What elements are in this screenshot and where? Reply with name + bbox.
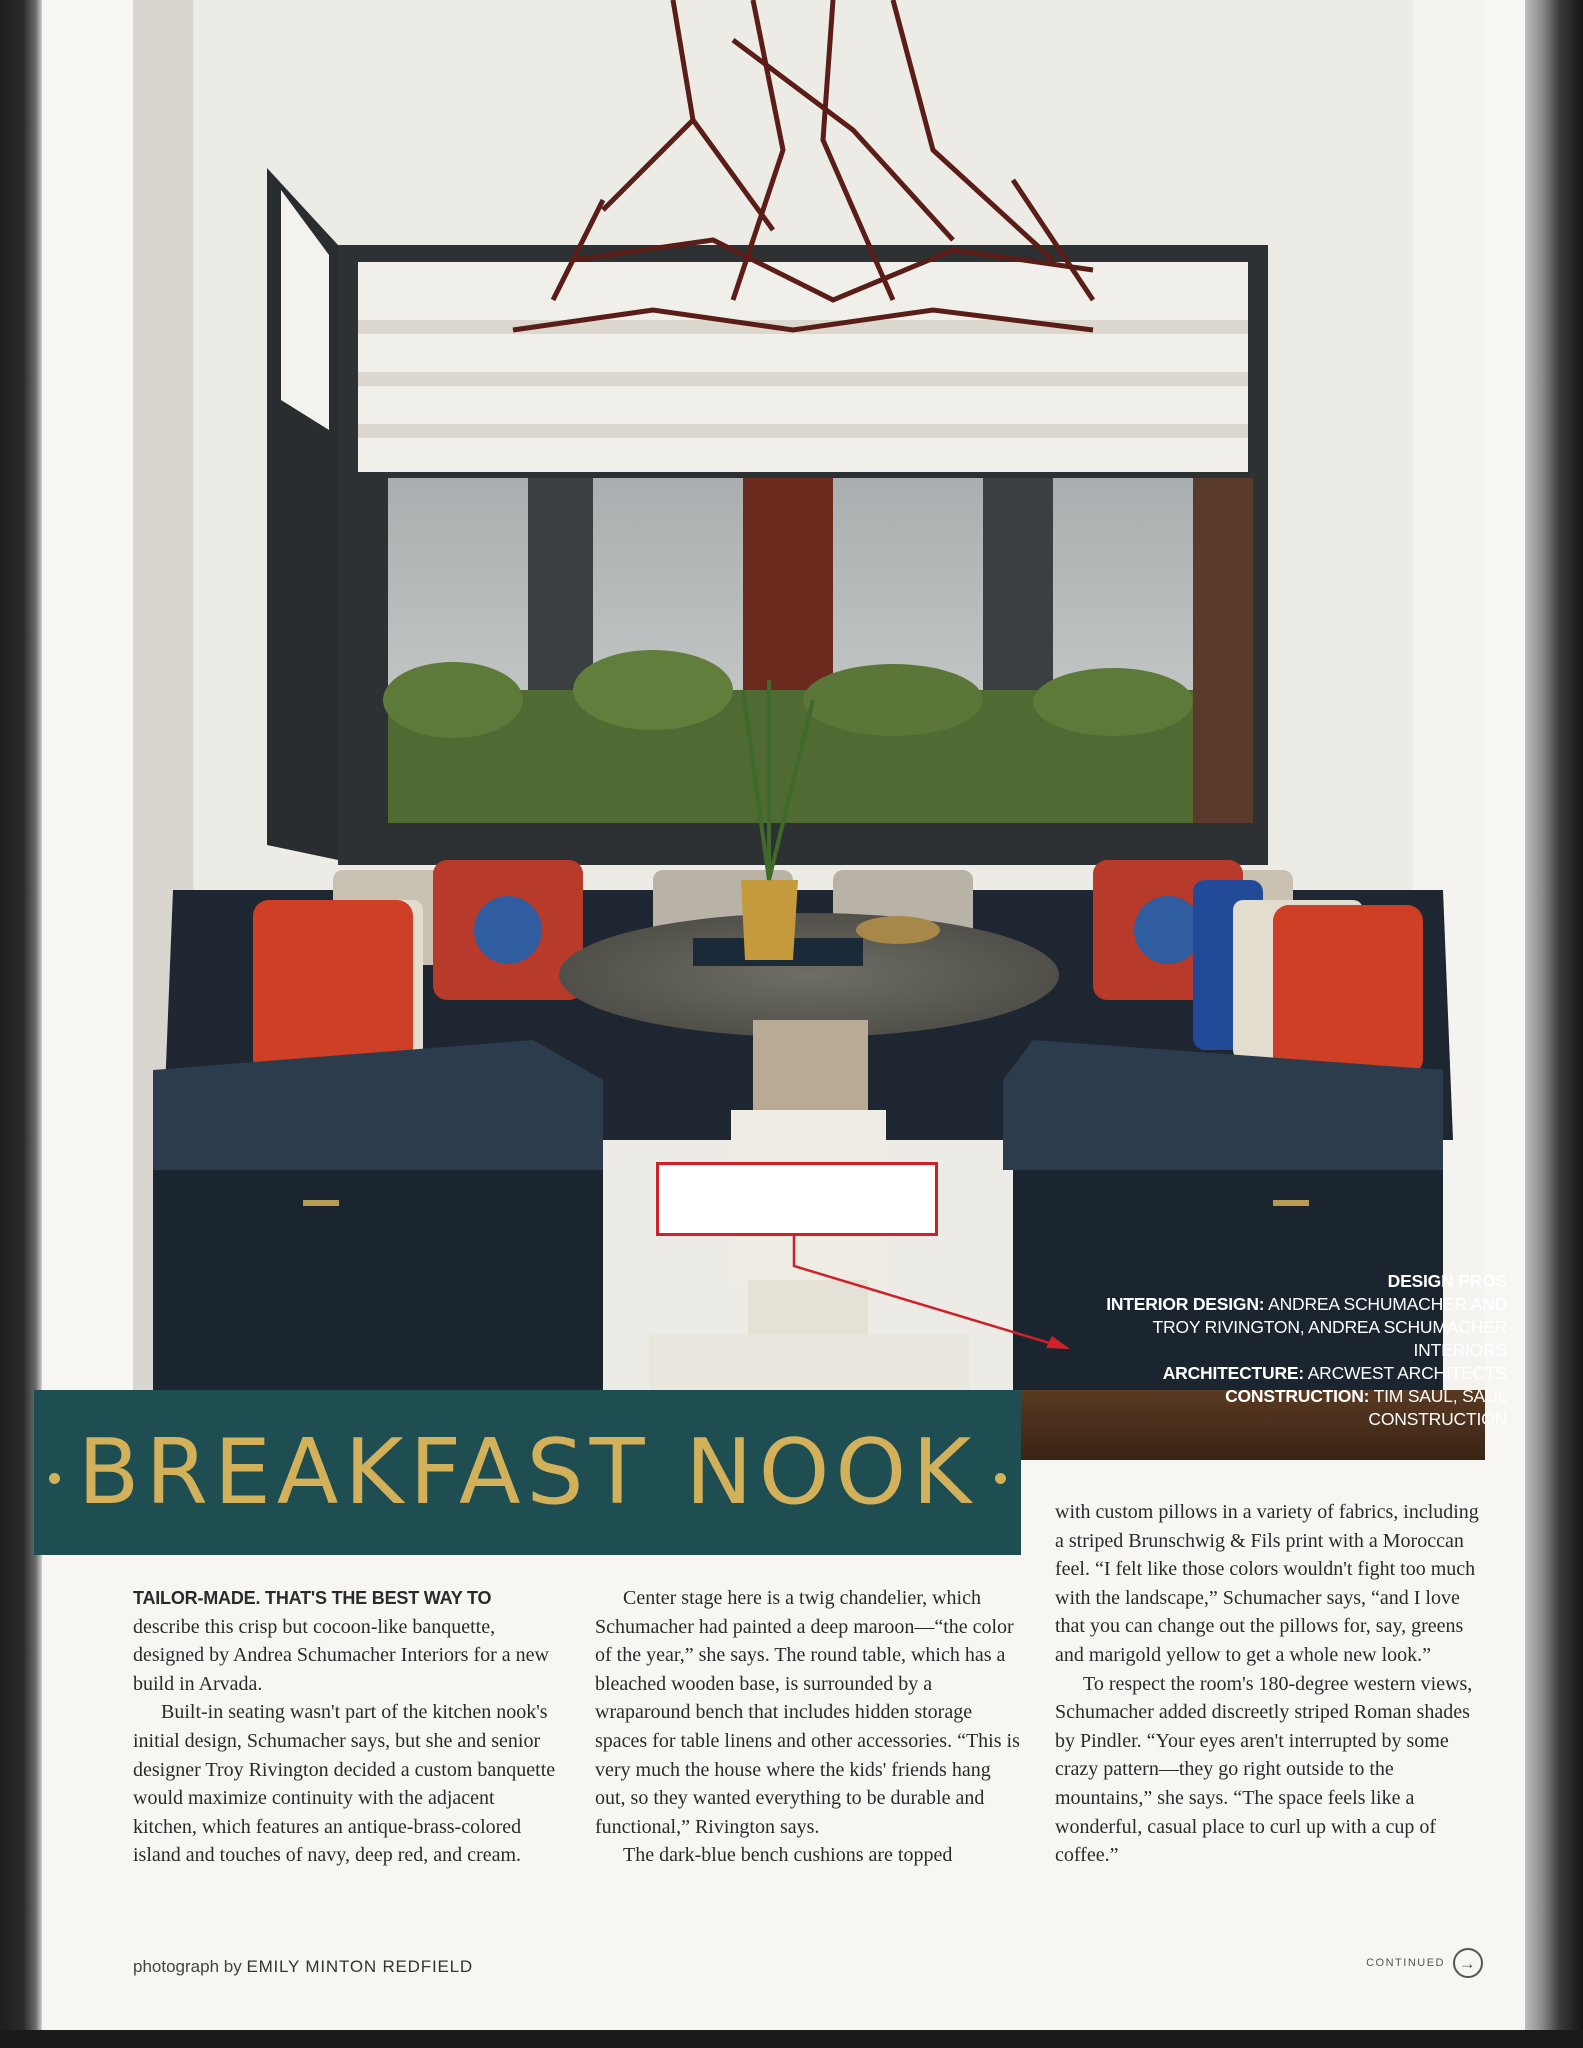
article-column-3 [1055,1498,1480,1870]
nook-photograph [133,0,1485,1460]
credit-architecture [1087,1362,1507,1385]
credit-value: ANDREA SCHUMACHER AND TROY RIVINGTON, ANDREA SCHUMACHER INTERIORS [1152,1294,1507,1360]
paragraph [133,1584,558,1698]
section-title-text: BREAKFAST NOOK [77,1420,978,1525]
credit-value: ARCWEST ARCHITECTS [1307,1363,1507,1383]
book-spine-shadow [0,0,42,2048]
paragraph-text: describe this crisp but cocoon-like banquette, designed by Andrea Schumacher Interiors for a new build in Arvada. [133,1615,549,1695]
lead-in: TAILOR-MADE. THAT'S THE BEST WAY TO [133,1588,492,1608]
credit-interior [1087,1293,1507,1362]
continued-label: CONTINUED [1366,1957,1445,1969]
continued-link[interactable] [1366,1948,1483,1978]
paragraph: The dark-blue bench cushions are topped [623,1844,953,1867]
photographer-name: EMILY MINTON REDFIELD [246,1957,473,1976]
paragraph: To respect the room's 180-degree western views, Schumacher added discreetly striped Roman shades by Pindler. “Your eyes aren't interrupted by some crazy pattern—they go right outside to the mountains,” she says. “The space feels like a wonderful, casual place to curl up with a cup of coffee.” [1055,1672,1473,1867]
credits-heading: DESIGN PROS [1387,1271,1507,1291]
section-title [31,1420,1025,1525]
scan-bottom-edge [0,2030,1583,2048]
credit-label: INTERIOR DESIGN: [1106,1294,1265,1314]
credit-label: CONSTRUCTION: [1225,1386,1370,1406]
paragraph: Built-in seating wasn't part of the kitchen nook's initial design, Schumacher says, but she and senior designer Troy Rivington decided a custom banquette would maximize continuity with the adjacent kitchen, which features an antique-brass-colored island and touches of navy, deep red, and cream. [133,1701,556,1867]
credit-label: ARCHITECTURE: [1162,1363,1304,1383]
photo-credit-prefix: photograph by [133,1957,242,1976]
photo-illustration [133,0,1485,1460]
photo-credit [133,1957,473,1977]
arrow-right-icon: → [1453,1948,1483,1978]
bullet-dot [49,1473,60,1484]
page-edge-shadow [1525,0,1583,2048]
article-column-1 [133,1584,558,1870]
design-credits [1087,1270,1507,1431]
redaction-box [656,1162,938,1236]
article-column-2 [595,1584,1020,1870]
bullet-dot [995,1473,1006,1484]
paragraph: with custom pillows in a variety of fabrics, including a striped Brunschwig & Fils print with a Moroccan feel. “I felt like those colors wouldn't fight too much with the landscape,” Schumacher says, “and I love that you can change out the pillows for, say, greens and marigold yellow to get a whole new look.” [1055,1501,1479,1666]
credit-construction [1087,1385,1507,1431]
credit-value: TIM SAUL, SAUL CONSTRUCTION [1368,1386,1507,1429]
section-banner [34,1390,1021,1555]
paragraph: Center stage here is a twig chandelier, which Schumacher had painted a deep maroon—“the color of the year,” she says. The round table, which has a bleached wooden base, is surrounded by a wraparound bench that includes hidden storage spaces for table linens and other accessories. “This is very much the house where the kids' friends hang out, so they wanted everything to be durable and functional,” Rivington says. [595,1587,1020,1838]
